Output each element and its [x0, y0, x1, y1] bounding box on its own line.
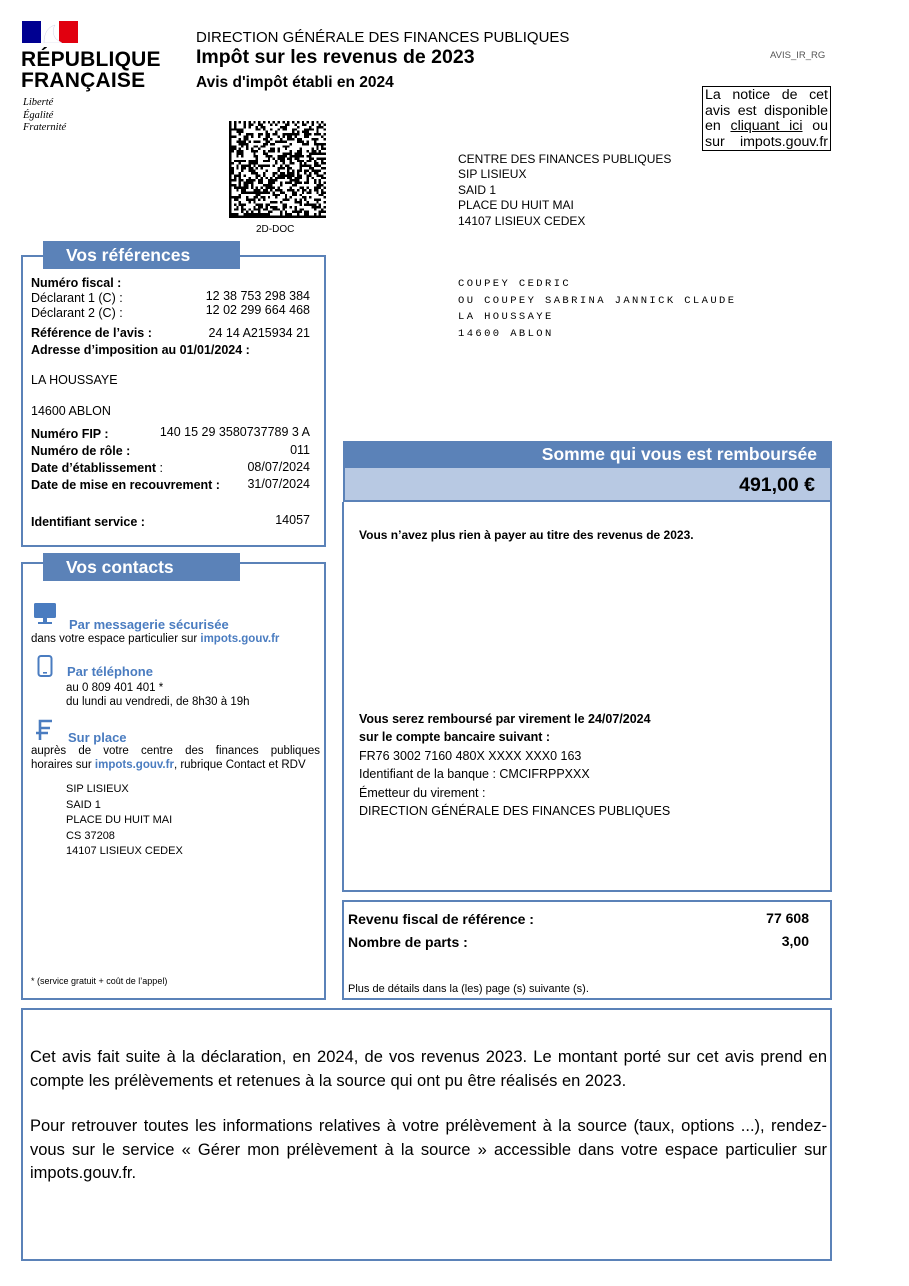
info-paragraph-1: Cet avis fait suite à la déclaration, en 2024, de vos revenus 2023. Le montant porté sur cet avis prend en compte les prélèvements et retenues à la source qui ont pu être réalisés en 2023.: [30, 1048, 827, 1090]
nothing-to-pay: Vous n’avez plus rien à payer au titre des revenus de 2023.: [359, 528, 694, 542]
declarant2-value: 12 02 299 664 468: [205, 303, 310, 317]
doc-code: AVIS_IR_RG: [770, 50, 826, 61]
refund-title: Somme qui vous est remboursée: [343, 441, 832, 468]
page-title: Impôt sur les revenus de 2023: [196, 46, 475, 68]
info-paragraph-2: Pour retrouver toutes les informations relatives à votre prélèvement à la source (taux, options ...), rendez-vous sur le service « Gérer mon prélèvement à la source » accessible dans votre espace particulier sur impots.gouv.fr.: [30, 1117, 827, 1182]
virement-info: Vous serez remboursé par virement le 24/07/2024 sur le compte bancaire suivant : FR76 3002 7160 480X XXXX XXX0 163 Identifiant de la banque : CMCIFRPPXXX Émetteur du virement : DIRECTION GÉNÉRALE DES FINANCES PUBLIQUES: [359, 712, 671, 819]
adresse-line1: LA HOUSSAYE: [31, 373, 118, 387]
etab-value: 08/07/2024: [247, 460, 310, 474]
parts-value: 3,00: [781, 933, 809, 949]
msg-desc: dans votre espace particulier sur impots.gouv.fr: [31, 633, 280, 645]
ref-avis-value: 24 14 A215934 21: [208, 326, 310, 340]
fip-value: 140 15 29 3580737789 3 A: [159, 425, 310, 439]
role-label: Numéro de rôle :: [31, 444, 131, 458]
computer-icon: [32, 602, 58, 626]
logo-motto: Liberté Égalité Fraternité: [23, 97, 67, 133]
place-line1: auprès de votre centre des finances publiques: [31, 745, 320, 757]
msg-link[interactable]: impots.gouv.fr: [200, 633, 280, 645]
adresse-line2: 14600 ABLON: [31, 404, 111, 418]
rfr-label: Revenu fiscal de référence :: [348, 911, 534, 927]
tel-line1[interactable]: au 0 809 401 401 *: [66, 682, 164, 694]
notice-link[interactable]: cliquant ici: [730, 118, 803, 135]
recipient-address: COUPEY CEDRIC OU COUPEY SABRINA JANNICK CLAUDE LA HOUSSAYE 14600 ABLON: [458, 278, 737, 340]
recouv-label: Date de mise en recouvrement :: [31, 478, 220, 492]
service-value: 14057: [275, 513, 310, 527]
recouv-value: 31/07/2024: [247, 477, 310, 491]
service-label: Identifiant service :: [31, 515, 145, 529]
notice-box: La notice de cet avis est disponible en cliquant ici ou sur impots.gouv.fr: [702, 86, 831, 151]
refund-amount: 491,00 €: [343, 468, 832, 502]
details-text: Plus de détails dans la (les) page (s) suivante (s).: [348, 983, 589, 995]
footnote: * (service gratuit + coût de l’appel): [31, 976, 168, 986]
msg-title[interactable]: Par messagerie sécurisée: [69, 617, 229, 632]
datamatrix-2d-doc-icon: [229, 121, 326, 218]
ref-avis-label: Référence de l’avis :: [31, 326, 152, 340]
references-tab: Vos références: [43, 241, 240, 269]
contacts-tab: Vos contacts: [43, 553, 240, 581]
logo-francaise: FRANÇAISE: [21, 69, 146, 92]
bank-id: Identifiant de la banque : CMCIFRPPXXX: [359, 767, 590, 782]
phone-icon: [37, 655, 53, 677]
sip-address: SIP LISIEUX SAID 1 PLACE DU HUIT MAI CS 37208 14107 LISIEUX CEDEX: [66, 783, 183, 858]
iban: FR76 3002 7160 480X XXXX XXX0 163: [359, 748, 582, 763]
numero-fiscal-label: Numéro fiscal :: [31, 276, 122, 290]
marianne-flag-icon: [22, 21, 78, 43]
refund-detail-box: [342, 502, 832, 892]
fip-label: Numéro FIP :: [31, 427, 109, 441]
adresse-label: Adresse d’imposition au 01/01/2024 :: [31, 343, 250, 357]
etab-label: Date d’établissement: [31, 461, 157, 475]
place-link[interactable]: impots.gouv.fr: [94, 759, 174, 771]
qr-label: 2D-DOC: [256, 224, 295, 235]
declarant1-label: Déclarant 1 (C) :: [31, 291, 123, 305]
role-value: 011: [290, 443, 310, 457]
centre-address: CENTRE DES FINANCES PUBLIQUES SIP LISIEUX SAID 1 PLACE DU HUIT MAI 14107 LISIEUX CEDEX: [458, 152, 672, 228]
declarant2-label: Déclarant 2 (C) :: [31, 306, 123, 320]
tel-title: Par téléphone: [67, 664, 153, 679]
parts-label: Nombre de parts :: [348, 934, 468, 950]
direction-title: DIRECTION GÉNÉRALE DES FINANCES PUBLIQUES: [196, 29, 570, 46]
declarant1-value: 12 38 753 298 384: [205, 289, 310, 303]
tel-line2: du lundi au vendredi, de 8h30 à 19h: [66, 696, 250, 708]
logo-republique: RÉPUBLIQUE: [21, 48, 161, 71]
page-subtitle: Avis d'impôt établi en 2024: [196, 74, 394, 91]
rfr-value: 77 608: [766, 910, 809, 926]
place-line2: horaires sur impots.gouv.fr, rubrique Contact et RDV: [31, 759, 306, 771]
franc-symbol-icon: [34, 718, 56, 742]
place-title: Sur place: [68, 730, 127, 745]
